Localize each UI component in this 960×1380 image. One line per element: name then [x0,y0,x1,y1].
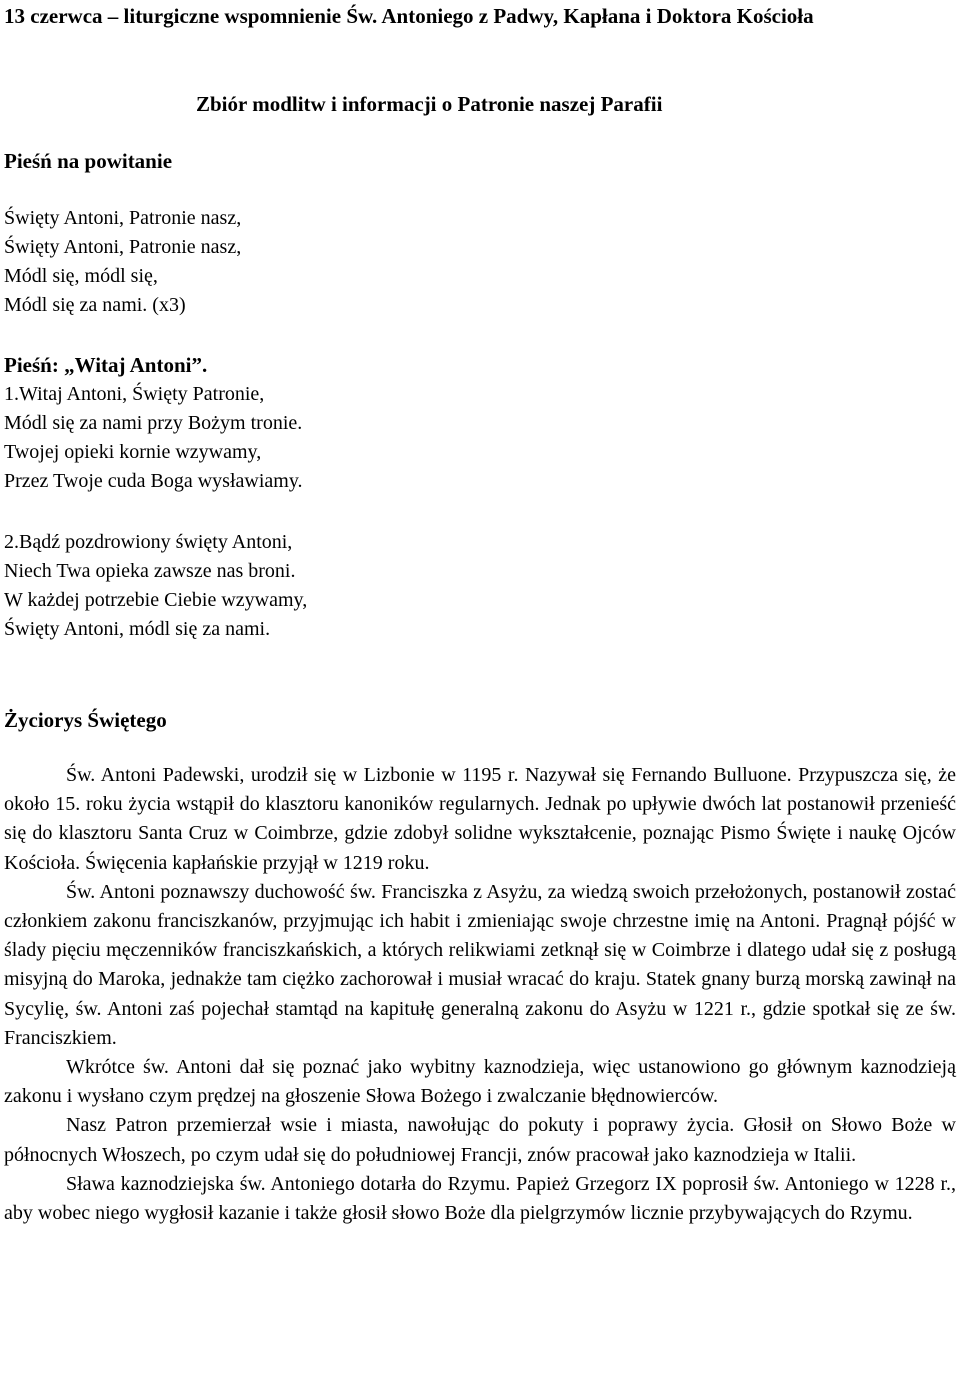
biography-paragraph: Sława kaznodziejska św. Antoniego dotarła do Rzymu. Papież Grzegorz IX poprosił św. Antoniego w 1228 r., aby wobec niego wygłosił kazanie i także głosił słowo Boże dla pielgrzymów licznie przybywających do Rzymu. [4,1172,956,1225]
biography-paragraph: Św. Antoni poznawszy duchowość św. Franciszka z Asyżu, za wiedzą swoich przełożonych, postanowił zostać członkiem zakonu franciszkanów, przyjmując ich habit i zmieniając swoje chrzestne imię na Antoni. Pragnął pójść w ślady pięciu męczenników franciszkańskich, a których relikwiami zetknął się w Coimbrze i dlatego udał się z posługą misyjną do Maroka, jednakże tam ciężko zachorował i musiał wracać do kraju. Statek gnany burzą morską zawinął na Sycylię, św. Antoni zaś pojechał stamtąd na kapitułę generalną zakonu do Asyżu w 1221 r., gdzie spotkał się ze św. Franciszkiem. [4,880,956,1049]
hymn-heading: Pieśń: „Witaj Antoni”. [4,353,208,377]
biography-paragraph: Nasz Patron przemierzał wsie i miasta, nawołując do pokuty i poprawy życia. Głosił on Słowo Boże w północnych Włoszech, po czym udał się do południowej Francji, znów pracował jako kaznodzieja w Italii. [4,1114,956,1166]
biography-text [4,761,956,1228]
song-line: Święty Antoni, Patronie nasz, [4,207,242,229]
page-subtitle: Zbiór modlitw i informacji o Patronie naszej Parafii [196,92,663,116]
verse-line: Twojej opieki kornie wzywamy, [4,441,262,463]
verse-line: Niech Twa opieka zawsze nas broni. [4,560,296,582]
hymn-verse-1 [4,380,956,496]
song-line: Módl się, módl się, [4,265,158,287]
biography-heading: Życiorys Świętego [4,708,167,732]
verse-line: Przez Twoje cuda Boga wysławiamy. [4,470,303,492]
page-title: 13 czerwca – liturgiczne wspomnienie Św. Antoniego z Padwy, Kapłana i Doktora Kościoła [4,4,814,28]
biography-paragraph: Wkrótce św. Antoni dał się poznać jako wybitny kaznodzieja, więc ustanowiono go głównym kaznodzieją zakonu i wysłano czym prędzej na głoszenie Słowa Bożego i zwalczanie błędnowierców. [4,1056,956,1108]
verse-line: Święty Antoni, módl się za nami. [4,618,271,640]
welcome-heading: Pieśń na powitanie [4,149,173,173]
verse-line: W każdej potrzebie Ciebie wzywamy, [4,589,308,611]
verse-line: 2.Bądź pozdrowiony święty Antoni, [4,531,293,553]
song-line: Święty Antoni, Patronie nasz, [4,236,242,258]
hymn-verse-2 [4,528,956,644]
verse-line: Módl się za nami przy Bożym tronie. [4,412,303,434]
biography-paragraph: Św. Antoni Padewski, urodził się w Lizbonie w 1195 r. Nazywał się Fernando Bulluone. Przypuszcza się, że około 15. roku życia wstąpił do klasztoru kanoników regularnych. Jednak po upływie dwóch lat postanowił przenieść się do klasztoru Santa Cruz w Coimbrze, gdzie zdobył solidne wykształcenie, poznając Pismo Święte i naukę Ojców Kościoła. Święcenia kapłańskie przyjął w 1219 roku. [4,764,956,874]
song-line: Módl się za nami. (x3) [4,294,186,316]
welcome-song-lines [4,204,956,320]
verse-line: 1.Witaj Antoni, Święty Patronie, [4,383,265,405]
